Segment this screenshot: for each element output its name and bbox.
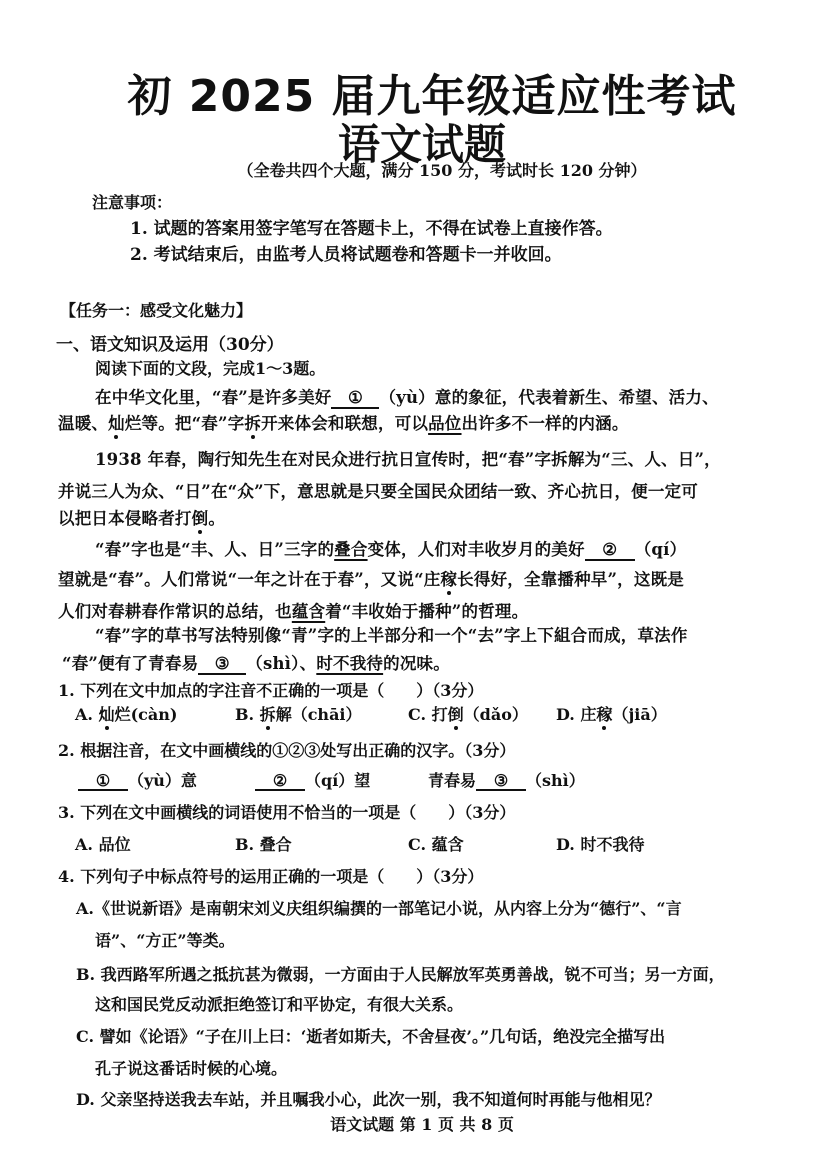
question-3-option-a[interactable]: A. 品位 xyxy=(75,835,131,854)
reading-instruction: 阅读下面的文段，完成1～3题。 xyxy=(95,359,326,378)
blank-2: ② xyxy=(585,542,635,561)
question-3-option-b[interactable]: B. 叠合 xyxy=(235,835,292,854)
question-1-option-a[interactable]: A. 灿烂(càn) xyxy=(75,705,178,724)
note-item: 2. 考试结束后，由监考人员将试题卷和答题卡一并收回。 xyxy=(130,245,562,265)
underlined-word: 时不我待 xyxy=(316,654,384,673)
passage-line: 以把日本侵略者打倒。 xyxy=(58,509,226,528)
question-1-option-c[interactable]: C. 打倒（dǎo） xyxy=(408,705,528,724)
question-3-option-c[interactable]: C. 蕴含 xyxy=(408,835,464,854)
blank-3: ③ xyxy=(198,656,246,675)
question-2-stem: 2. 根据注音，在文中画横线的①②③处写出正确的汉字。（3分） xyxy=(58,741,516,760)
notes-heading: 注意事项： xyxy=(92,193,173,212)
question-2-fill-1[interactable]: ① （yù）意 xyxy=(78,768,197,791)
blank-1: ① xyxy=(331,390,379,409)
passage-line: “春”便有了青春易 ③ （shì）、时不我待的况味。 xyxy=(62,654,450,673)
section-heading: 一、语文知识及运用（30分） xyxy=(56,335,284,355)
passage-line: “春”字也是“丰、人、日”三字的叠合变体，人们对丰收岁月的美好 ② （qí） xyxy=(95,540,687,559)
passage-line: 温暖、灿烂等。把“春”字拆开来体会和联想，可以品位出许多不一样的内涵。 xyxy=(58,414,629,433)
underlined-word: 品位 xyxy=(428,414,462,433)
passage-line: 人们对春耕春作常识的总结，也蕴含着“丰收始于播种”的哲理。 xyxy=(58,602,529,621)
exam-info: （全卷共四个大题，满分 150 分，考试时长 120 分钟） xyxy=(237,161,647,180)
passage-line: 1938 年春，陶行知先生在对民众进行抗日宣传时，把“春”字拆解为“三、人、日”， xyxy=(95,450,721,469)
question-4-option-a[interactable]: A.《世说新语》是南朝宋刘义庆组织编撰的一部笔记小说，从内容上分为“德行”、“言 xyxy=(76,899,682,918)
question-4-option-b[interactable]: B. 我西路军所遇之抵抗甚为微弱，一方面由于人民解放军英勇善战，锐不可当；另一方面， xyxy=(76,965,725,984)
question-3-option-d[interactable]: D. 时不我待 xyxy=(556,835,645,854)
question-4-stem: 4. 下列句子中标点符号的运用正确的一项是（ ）（3分） xyxy=(58,867,484,886)
question-4-option-b-cont: 这和国民党反动派拒绝签订和平协定，有很大关系。 xyxy=(95,995,464,1014)
question-2-fill-3[interactable]: 青春易 ③ （shì） xyxy=(428,771,585,790)
question-1-stem: 1. 下列在文中加点的字注音不正确的一项是（ ）（3分） xyxy=(58,681,484,700)
passage-line: “春”字的草书写法特别像“青”字的上半部分和一个“去”字上下組合而成，草法作 xyxy=(95,626,688,645)
question-1-option-b[interactable]: B. 拆解（chāi） xyxy=(235,705,362,724)
question-4-option-c-cont: 孔子说这番话时候的心境。 xyxy=(95,1059,288,1078)
passage-line: 并说三人为众、“日”在“众”下，意思就是只要全国民众团结一致、齐心抗日，便一定可 xyxy=(58,482,698,501)
question-2-fill-2[interactable]: ② （qí）望 xyxy=(255,768,370,791)
question-3-stem: 3. 下列在文中画横线的词语使用不恰当的一项是（ ）（3分） xyxy=(58,803,516,822)
note-item: 1. 试题的答案用签字笔写在答题卡上，不得在试卷上直接作答。 xyxy=(130,219,613,239)
exam-title: 初 2025 届九年级适应性考试 xyxy=(127,71,737,122)
subject-title: 语文试题 xyxy=(337,120,506,169)
underlined-word: 叠合 xyxy=(334,540,368,559)
question-4-option-d[interactable]: D. 父亲坚持送我去车站，并且嘱我小心，此次一别，我不知道何时再能与他相见？ xyxy=(76,1090,661,1109)
passage-line: 望就是“春”。人们常说“一年之计在于春”，又说“庄稼长得好，全靠播种早”，这既是 xyxy=(58,570,684,589)
underlined-word: 蕴含 xyxy=(291,602,326,621)
question-1-option-d[interactable]: D. 庄稼（jiā） xyxy=(556,705,667,724)
page-footer: 语文试题 第 1 页 共 8 页 xyxy=(330,1115,514,1134)
passage-line: 在中华文化里，“春”是许多美好 ① （yù）意的象征，代表着新生、希望、活力、 xyxy=(95,388,719,407)
task-heading: 【任务一：感受文化魅力】 xyxy=(60,301,253,320)
question-4-option-c[interactable]: C. 譬如《论语》“子在川上曰：‘逝者如斯夫，不舍昼夜’。”几句话，绝没完全描写出 xyxy=(76,1027,666,1046)
question-4-option-a-cont: 语”、“方正”等类。 xyxy=(95,931,235,950)
